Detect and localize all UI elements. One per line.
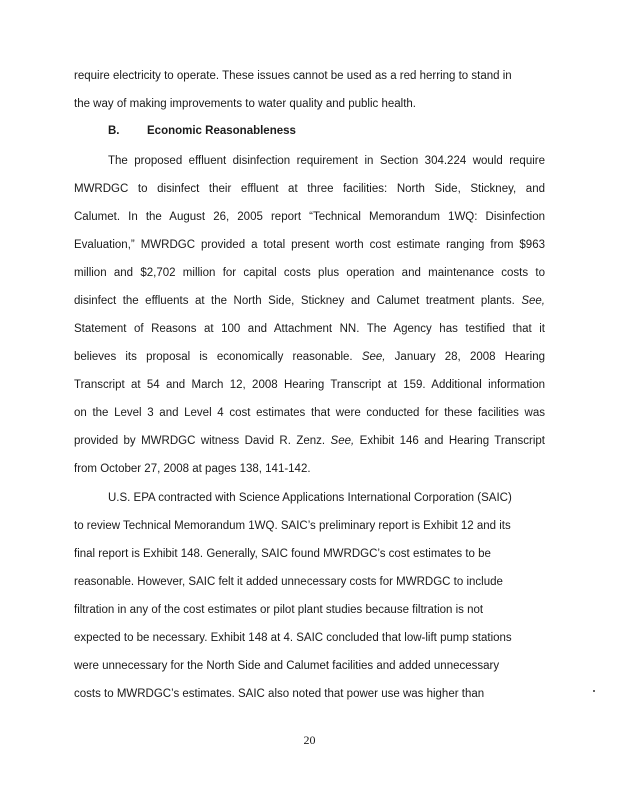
text-span: January 28, 2008 Hearing: [394, 351, 545, 363]
page-number: 20: [303, 733, 316, 747]
text-span: provided by MWRDGC witness David R. Zenz.: [74, 435, 326, 447]
text-line: final report is Exhibit 148. Generally, SAIC found MWRDGC’s cost estimates to be: [74, 548, 491, 560]
text-line: million and $2,702 million for capital costs plus operation and maintenance costs to: [74, 267, 545, 279]
text-line: reasonable. However, SAIC felt it added unnecessary costs for MWRDGC to include: [74, 576, 503, 588]
text-line: expected to be necessary. Exhibit 148 at 4. SAIC concluded that low-lift pump stations: [74, 632, 512, 644]
text-line: were unnecessary for the North Side and Calumet facilities and added unnecessary: [74, 660, 500, 672]
text-line: Calumet. In the August 26, 2005 report “Technical Memorandum 1WQ: Disinfection: [74, 211, 545, 223]
text-span: disinfect the effluents at the North Side, Stickney and Calumet treatment plants.: [74, 295, 515, 307]
text-line: filtration in any of the cost estimates or pilot plant studies because filtration is not: [74, 604, 484, 616]
citation-signal: See,: [361, 351, 386, 363]
text-line: MWRDGC to disinfect their effluent at three facilities: North Side, Stickney, and: [74, 183, 545, 195]
citation-signal: See,: [330, 435, 355, 447]
text-line: [74, 350, 545, 364]
section-label: B.: [108, 125, 120, 137]
citation-signal: See,: [521, 295, 545, 307]
text-line: to review Technical Memorandum 1WQ. SAIC’s preliminary report is Exhibit 12 and its: [74, 520, 511, 532]
text-line: [74, 434, 545, 448]
text-line: Transcript at 54 and March 12, 2008 Hearing Transcript at 159. Additional information: [74, 379, 545, 391]
scan-speck: [593, 690, 595, 692]
text-line: The proposed effluent disinfection requirement in Section 304.224 would require: [108, 155, 545, 167]
text-line: U.S. EPA contracted with Science Applications International Corporation (SAIC): [108, 492, 512, 504]
text-span: believes its proposal is economically reasonable.: [74, 351, 353, 363]
text-line: Statement of Reasons at 100 and Attachment NN. The Agency has testified that it: [74, 323, 545, 335]
text-line: [74, 294, 545, 308]
text-line: on the Level 3 and Level 4 cost estimates that were conducted for these facilities was: [74, 407, 545, 419]
text-line: from October 27, 2008 at pages 138, 141-142.: [74, 463, 311, 475]
section-heading: Economic Reasonableness: [147, 125, 296, 137]
text-line: require electricity to operate. These issues cannot be used as a red herring to stand in: [74, 70, 512, 82]
text-line: Evaluation,” MWRDGC provided a total present worth cost estimate ranging from $963: [74, 239, 545, 251]
text-line: the way of making improvements to water quality and public health.: [74, 98, 416, 110]
text-span: Exhibit 146 and Hearing Transcript: [359, 435, 546, 447]
text-line: costs to MWRDGC’s estimates. SAIC also noted that power use was higher than: [74, 688, 485, 700]
